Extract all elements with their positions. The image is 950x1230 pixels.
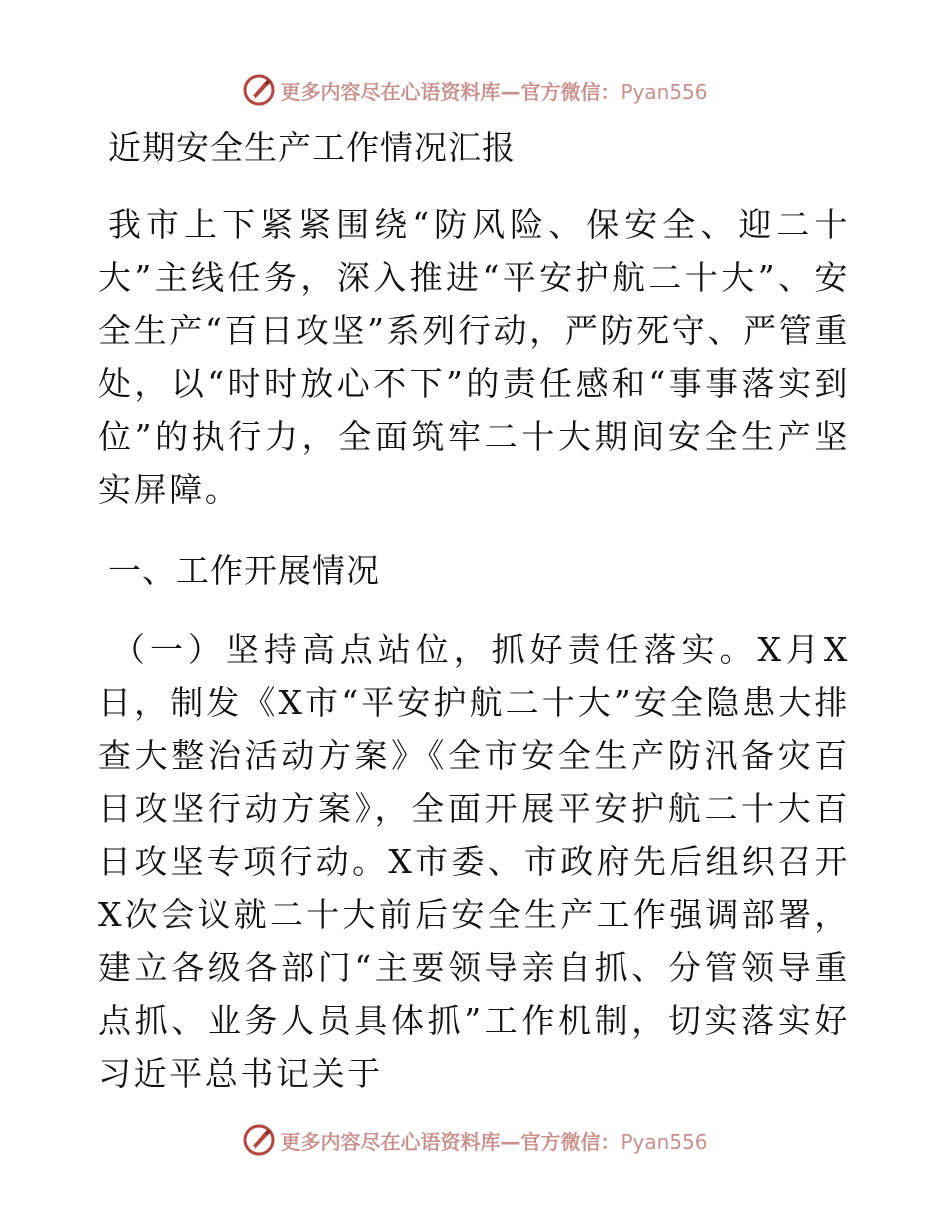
document-body xyxy=(98,120,850,1100)
section-heading: 一、工作开展情况 xyxy=(108,551,380,590)
document-title: 近期安全生产工作情况汇报 xyxy=(108,128,516,167)
subsection-paragraph: （一）坚持高点站位，抓好责任落实。X月X日，制发《X市“平安护航二十大”安全隐患大排查大整治活动方案》《全市安全生产防汛备灾百日攻坚行动方案》，全面开展平安护航二十大百日攻坚专项行动。X市委、市政府先后组织召开X次会议就二十大前后安全生产工作强调部署，建立各级各部门“主要领导亲自抓、分管领导重点抓、业务人员具体抓”工作机制，切实落实好习近平总书记关于 xyxy=(98,630,850,1093)
watermark-text: 更多内容尽在心语资料库—官方微信：Pyan556 xyxy=(280,1129,708,1154)
pen-seal-logo-icon xyxy=(242,73,276,107)
intro-paragraph: 我市上下紧紧围绕“防风险、保安全、迎二十大”主线任务，深入推进“平安护航二十大”、安全生产“百日攻坚”系列行动，严防死守、严管重处，以“时时放心不下”的责任感和“事事落实到位”的执行力，全面筑牢二十大期间安全生产坚实屏障。 xyxy=(98,205,850,509)
watermark-banner-top xyxy=(0,70,950,110)
pen-seal-logo-icon xyxy=(242,1123,276,1157)
watermark-banner-bottom xyxy=(0,1120,950,1160)
watermark-text: 更多内容尽在心语资料库—官方微信：Pyan556 xyxy=(280,79,708,104)
